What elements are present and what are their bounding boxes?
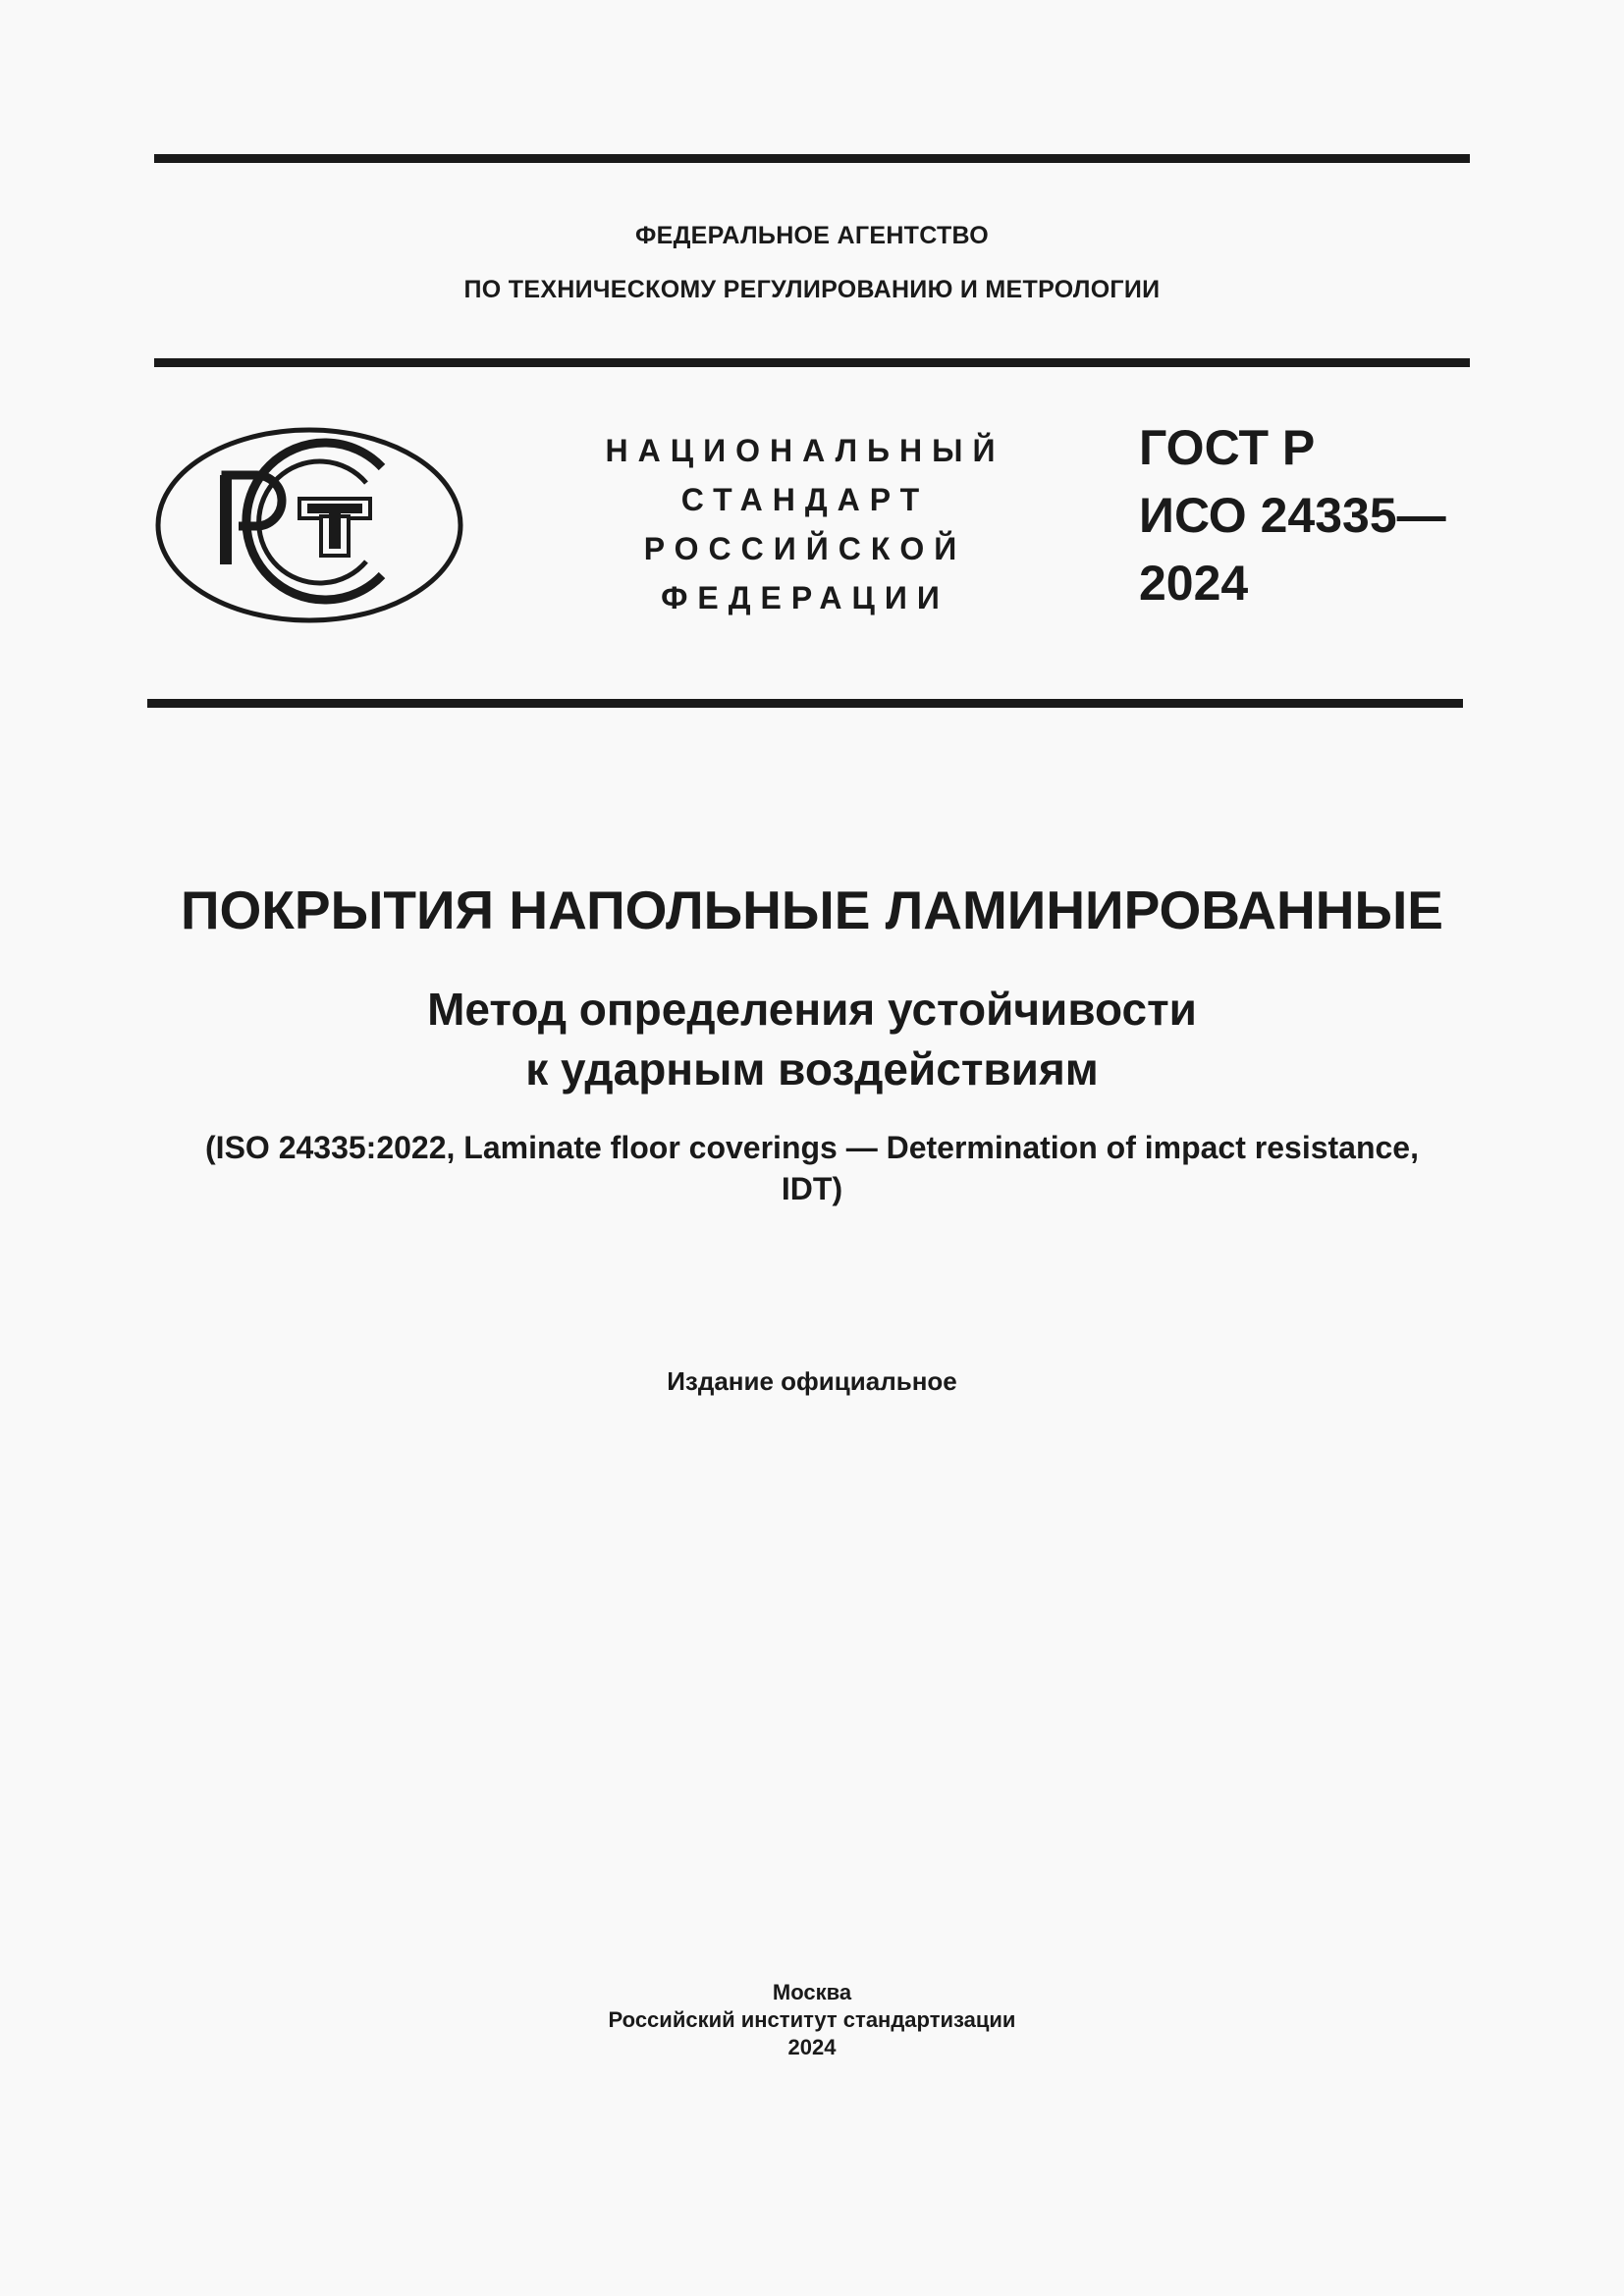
- official-edition-label: Издание официальное: [667, 1366, 957, 1396]
- iso-reference-line-1: (ISO 24335:2022, Laminate floor coverings — Determination of impact resistance,: [205, 1130, 1419, 1165]
- subtitle-line-2: к ударным воздействиям: [525, 1043, 1099, 1095]
- designation-line-2: ИСО 24335—: [1139, 488, 1446, 543]
- header-rule: [154, 358, 1470, 367]
- iso-reference-line-2: IDT): [781, 1171, 843, 1206]
- standard-type-line-2: СТАНДАРТ: [680, 482, 930, 517]
- designation-line-3: 2024: [1139, 556, 1249, 611]
- designation-line-1: ГОСТ Р: [1139, 420, 1316, 475]
- standard-type-line-4: ФЕДЕРАЦИИ: [661, 580, 949, 615]
- standard-type-line-3: РОССИЙСКОЙ: [643, 531, 967, 566]
- iso-reference: [0, 1127, 1624, 1209]
- imprint: [0, 1979, 1624, 2061]
- top-rule: [154, 154, 1470, 163]
- agency-line-1: ФЕДЕРАЛЬНОЕ АГЕНТСТВО: [634, 222, 990, 249]
- subtitle-line-1: Метод определения устойчивости: [427, 984, 1197, 1035]
- document-subtitle: [0, 980, 1624, 1099]
- rst-certification-mark-icon: [154, 426, 464, 624]
- title-block-rule: [147, 699, 1463, 708]
- agency-line-2: ПО ТЕХНИЧЕСКОМУ РЕГУЛИРОВАНИЮ И МЕТРОЛОГИИ: [463, 276, 1161, 303]
- standard-type-line-1: НАЦИОНАЛЬНЫЙ: [605, 433, 1005, 468]
- imprint-publisher: Российский институт стандартизации: [608, 2007, 1016, 2032]
- standard-designation: [1139, 414, 1446, 617]
- imprint-year: 2024: [787, 2035, 837, 2059]
- document-title: ПОКРЫТИЯ НАПОЛЬНЫЕ ЛАМИНИРОВАННЫЕ: [181, 880, 1443, 940]
- imprint-city: Москва: [772, 1980, 852, 2004]
